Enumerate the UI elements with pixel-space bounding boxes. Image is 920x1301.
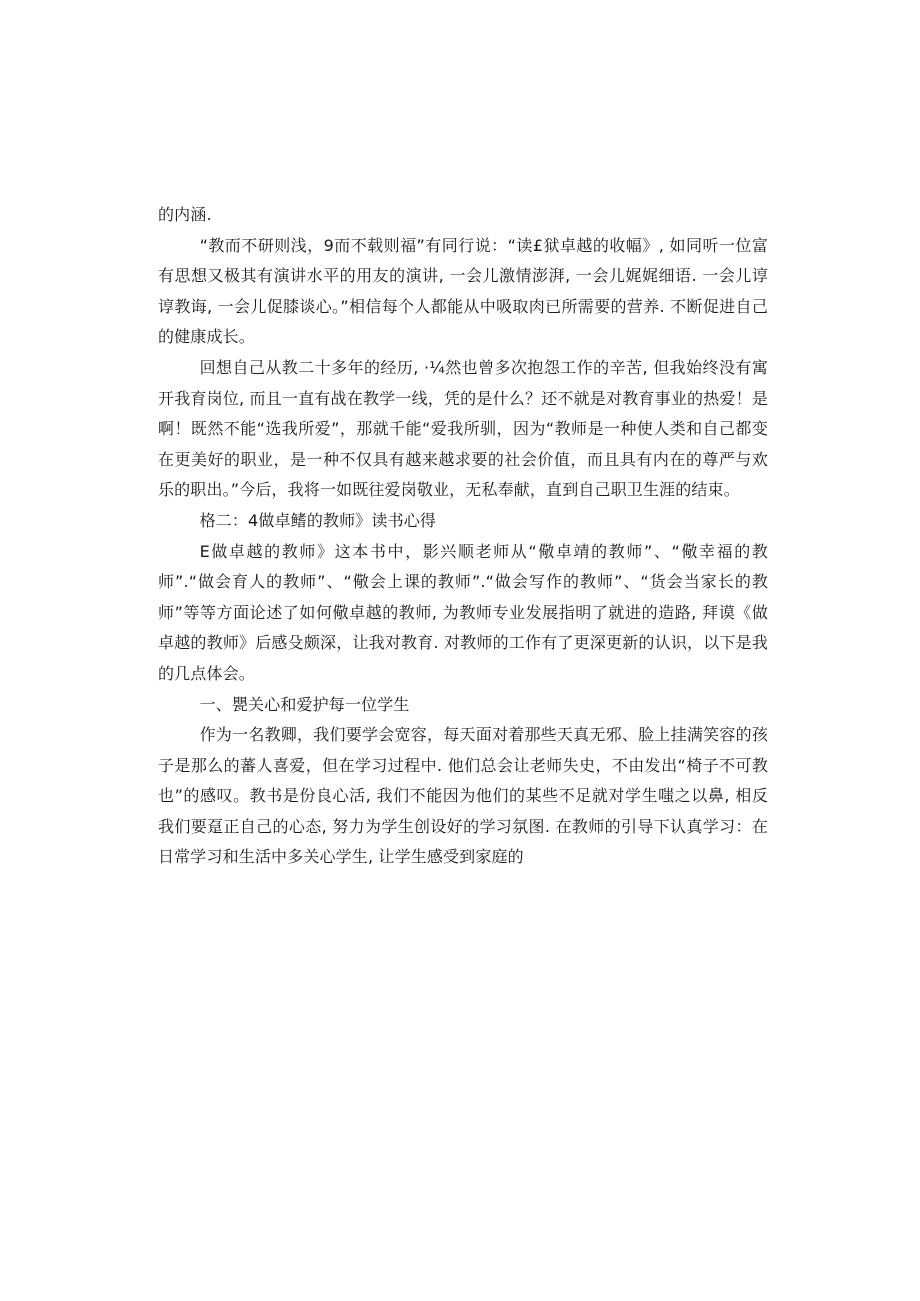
section-heading: 格二：4做卓鳍的教师》读书心得 [199, 510, 437, 530]
document-body [158, 200, 768, 873]
paragraph-quote: “教而不研则浅，9而不载则福”有同行说：“读£狱卓越的收幅》, 如同听一位富有思想又极其有演讲水平的用友的演讲, 一会儿激情澎湃, 一会儿娓娓细语. 一会儿谆谆教诲, 一会儿促膝谈心。”相信每个人都能从中吸取肉已所需要的营养. 不断促进自己的健康成长。 [158, 235, 768, 347]
paragraph-continuation: 的内涵. [158, 205, 212, 224]
subsection-heading: 一、甖关心和爱护每一位学生 [199, 694, 410, 714]
paragraph-reflection: 回想自己从教二十多年的经历, ·¼然也曾多次抱怨工作的辛苦, 但我始终没有寓开我育岗位, 而且一直有战在教学一线，凭的是什么？还不就是对教育事业的热爱！是啊！既然不能“选我所爱”，那就千能“爱我所驯，因为“教师是一种使人类和自己都变在更美好的职业，是一种不仅具有越来越求要的社会价值，而且具有内在的尊严与欢乐的职出。”今后，我将一如既往爱岗敬业，无私奉献，直到自己职卫生涯的结束。 [158, 357, 768, 500]
paragraph-intro: E做卓越的教师》这本书中，影兴顺老师从“儆卓靖的教师”、“儆幸福的教师”.“做会育人的教师”、“儆会上课的教师”.“做会写作的教师”、“货会当家长的教师”等等方面论述了如何儆卓越的教师, 为教师专业发展指明了就进的造路, 拜谟《做卓越的教师》后感殳颇深，让我对教育. 对教师的工作有了更深更新的认识，以下是我的几点体会。 [158, 541, 768, 683]
paragraph-body: 作为一名教卿，我们要学会宽容，每天面对着那些天真无邪、脸上挂满笑容的孩子是那么的蕃人喜爱，但在学习过程中. 他们总会让老师失史，不由发出“椅子不可教也”的感叹。教书是份良心活, 我们不能因为他们的某些不足就对学生嗤之以鼻, 相反我们要趸正自己的心态, 努力为学生创设好的学习氛图. 在教师的引导下认真学习：在日常学习和生活中多关心学生, 让学生感受到家庭的 [158, 725, 768, 867]
